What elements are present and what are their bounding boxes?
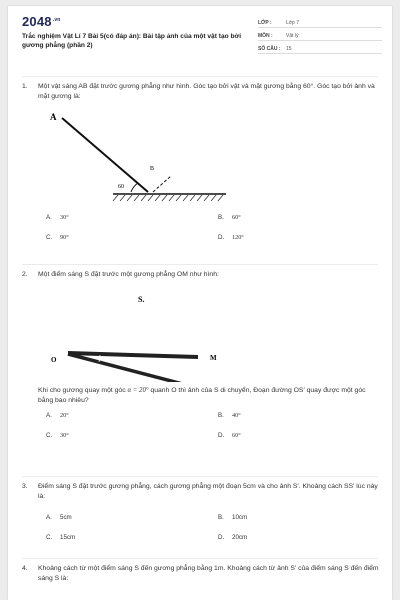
label-b: B (150, 165, 155, 172)
option-value: 15cm (60, 533, 76, 541)
option-b[interactable]: B. 10cm (218, 513, 248, 521)
mirror-hatching (113, 195, 223, 201)
question-number: 3. (22, 483, 28, 490)
document-page (8, 6, 392, 600)
image-line (153, 176, 171, 192)
option-value: 40° (232, 411, 241, 419)
question-number: 2. (22, 271, 28, 278)
question-subtext: Khi cho gương quay một góc α = 20° quanh O thì ảnh của S di chuyển, Đoạn đường OS' quay được một góc bằng bao nhiêu? (38, 386, 366, 404)
logo-suffix: .vn (52, 16, 61, 23)
meta-value: Lớp 7 (286, 20, 300, 26)
meta-row-class (258, 16, 382, 28)
angle-label: 20° (106, 358, 113, 364)
question-4 (22, 564, 382, 584)
option-c[interactable]: C. 30° (46, 431, 69, 439)
question-text: Một điểm sáng S đặt trước một gương phẳng OM như hình: (38, 271, 219, 278)
option-d[interactable]: D. 120° (218, 233, 244, 241)
label-s: S. (138, 294, 145, 304)
option-d[interactable]: D. 20cm (218, 533, 248, 541)
question-text: Điểm sáng S đặt trước gương phẳng, cách gương phẳng một đoạn 5cm và cho ảnh S'. Khoảng cách SS' lúc này là: (38, 483, 378, 500)
meta-value: Vật lý (286, 33, 299, 39)
option-b[interactable]: B. 60° (218, 213, 241, 221)
meta-value: 15 (286, 46, 292, 52)
label-a: A (50, 111, 57, 122)
document-meta (258, 16, 382, 55)
meta-label: SỐ CÂU : (258, 46, 281, 52)
label-m: M (210, 353, 217, 362)
option-a[interactable]: A. 5cm (46, 513, 72, 521)
option-value: 60° (232, 431, 241, 439)
options-1 (46, 214, 382, 248)
meta-label: LỚP : (258, 20, 272, 26)
divider (22, 76, 378, 77)
question-number: 4. (22, 565, 28, 572)
meta-label: MÔN : (258, 33, 273, 39)
divider (22, 264, 378, 265)
object-ab (62, 118, 148, 192)
option-a[interactable]: A. 30° (46, 213, 69, 221)
option-value: 120° (232, 233, 244, 241)
label-o: O (51, 355, 57, 364)
option-a[interactable]: A. 20° (46, 411, 69, 419)
meta-row-subject (258, 29, 382, 41)
option-c[interactable]: C. 90° (46, 233, 69, 241)
figure-1 (38, 106, 238, 206)
document-title: Trắc nghiệm Vật Lí 7 Bài 5(có đáp án): Bài tập ảnh của một vật tạo bởi gương phẳng (phần 2) (22, 33, 242, 49)
options-3 (46, 514, 382, 548)
logo-text: 2048 (22, 14, 52, 29)
question-3 (22, 482, 382, 548)
mirror-om (68, 353, 198, 357)
question-text: Một vật sáng AB đặt trước gương phẳng như hình. Góc tạo bởi vật và mặt gương bằng 60°. Góc tạo bởi ảnh và mặt gương là: (38, 83, 375, 100)
divider (22, 558, 378, 559)
options-2 (46, 412, 382, 446)
option-value: 30° (60, 431, 69, 439)
angle-label: 60 (118, 183, 124, 190)
site-logo[interactable] (22, 14, 61, 29)
option-value: 20° (60, 411, 69, 419)
option-value: 10cm (232, 513, 248, 521)
question-number: 1. (22, 83, 28, 90)
option-b[interactable]: B. 40° (218, 411, 241, 419)
option-value: 5cm (60, 513, 72, 521)
angle-arc (131, 183, 138, 192)
question-1 (22, 82, 382, 248)
page-header (8, 6, 392, 66)
question-2 (22, 270, 382, 446)
option-value: 90° (60, 233, 69, 241)
option-c[interactable]: C. 15cm (46, 533, 76, 541)
option-value: 20cm (232, 533, 248, 541)
divider (22, 476, 378, 477)
question-text: Khoảng cách từ một điểm sáng S đến gương phẳng bằng 1m. Khoảng cách từ ảnh S' của điểm sáng S đến điểm sáng S là: (38, 565, 379, 582)
option-d[interactable]: D. 60° (218, 431, 241, 439)
option-value: 60° (232, 213, 241, 221)
meta-row-count (258, 42, 382, 54)
figure-2 (38, 282, 238, 382)
option-value: 30° (60, 213, 69, 221)
